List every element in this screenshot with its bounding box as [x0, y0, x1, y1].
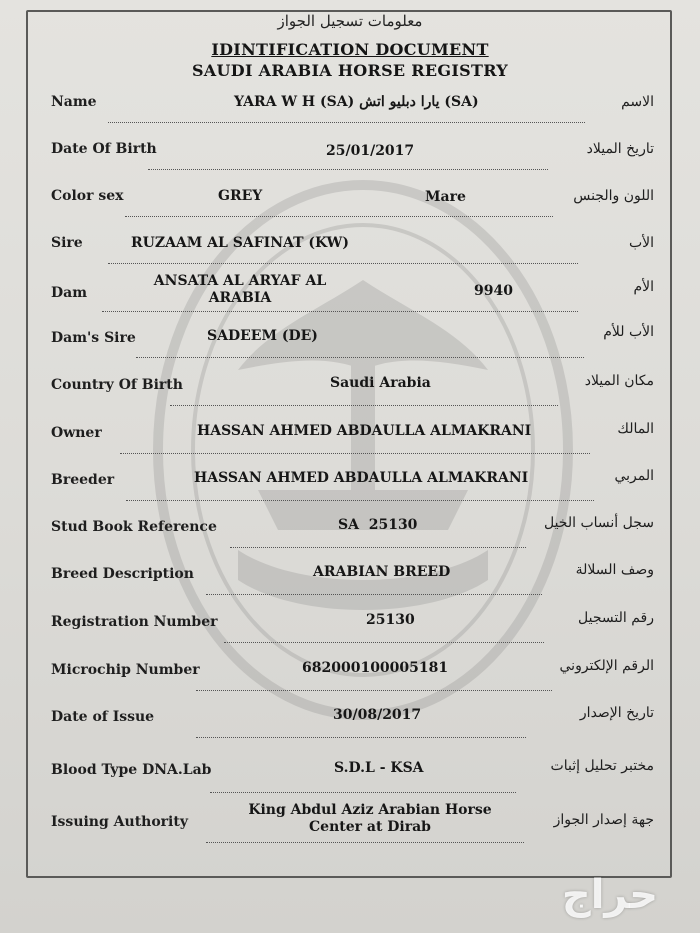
dotted-line [230, 547, 526, 548]
label-dna-lab: Blood Type DNA.Lab [51, 762, 212, 778]
label-breeder: Breeder [51, 472, 115, 488]
dotted-line [206, 842, 524, 843]
label-stud-book-ar: سجل أنساب الخيل [543, 515, 654, 531]
label-sire-ar: الأب [628, 235, 654, 251]
dotted-line [148, 169, 548, 170]
label-dob: Date Of Birth [51, 141, 157, 157]
label-country: Country Of Birth [51, 377, 183, 393]
value-dam: ANSATA AL ARYAF AL ARABIA [153, 273, 327, 306]
value-authority: King Abdul Aziz Arabian Horse Center at Dirab [248, 802, 492, 835]
dotted-line [170, 405, 558, 406]
label-color-sex: Color sex [51, 188, 124, 204]
label-name-ar: الاسم [621, 94, 654, 110]
label-authority-ar: جهة إصدار الجواز [553, 812, 654, 828]
value-name: YARA W H (SA) يارا دبليو اتش (SA) [234, 94, 479, 110]
value-issue-date: 30/08/2017 [333, 707, 422, 723]
value-breeder: HASSAN AHMED ABDAULLA ALMAKRANI [194, 470, 529, 486]
label-sire: Sire [51, 235, 83, 251]
label-color-sex-ar: اللون والجنس [573, 188, 654, 204]
dotted-line [120, 453, 590, 454]
label-registration-ar: رقم التسجيل [578, 610, 654, 626]
label-dams-sire: Dam's Sire [51, 330, 136, 346]
label-stud-book: Stud Book Reference [51, 519, 217, 535]
value-owner: HASSAN AHMED ABDAULLA ALMAKRANI [197, 423, 532, 439]
dotted-line [224, 642, 544, 643]
value-stud-book: SA 25130 [338, 517, 418, 533]
dotted-line [126, 500, 594, 501]
label-owner: Owner [51, 425, 102, 441]
value-country: Saudi Arabia [330, 375, 431, 391]
label-owner-ar: المالك [617, 421, 654, 437]
value-microchip: 682000100005181 [302, 660, 449, 676]
dotted-line [210, 792, 516, 793]
haraj-watermark-logo: حراج [561, 872, 659, 918]
value-registration: 25130 [366, 612, 415, 628]
arabic-title: معلومات تسجيل الجواز [277, 12, 423, 30]
value-sire: RUZAAM AL SAFINAT (KW) [131, 235, 350, 251]
label-issue-date: Date of Issue [51, 709, 155, 725]
label-authority: Issuing Authority [51, 814, 188, 830]
label-breed: Breed Description [51, 566, 194, 582]
label-registration: Registration Number [51, 614, 218, 630]
label-breed-ar: وصف السلالة [575, 562, 654, 578]
registry-title: SAUDI ARABIA HORSE REGISTRY [191, 61, 509, 80]
dotted-line [136, 357, 584, 358]
label-microchip-ar: الرقم الإلكتروني [559, 658, 654, 674]
label-country-ar: مكان الميلاد [584, 373, 654, 389]
dotted-line [102, 311, 578, 312]
value-color: GREY [218, 188, 263, 204]
label-issue-date-ar: تاريخ الإصدار [579, 705, 654, 721]
dotted-line [108, 122, 585, 123]
dotted-line [125, 216, 553, 217]
label-dams-sire-ar: الأب للأم [603, 324, 654, 340]
label-dam: Dam [51, 285, 88, 301]
dotted-line [206, 594, 542, 595]
label-microchip: Microchip Number [51, 662, 200, 678]
value-dam-number: 9940 [474, 283, 513, 299]
label-name: Name [51, 94, 97, 110]
label-dna-lab-ar: مختبر تحليل إثبات [550, 758, 654, 774]
value-dob: 25/01/2017 [326, 143, 415, 159]
value-dams-sire: SADEEM (DE) [207, 328, 318, 344]
dotted-line [196, 690, 552, 691]
value-sex: Mare [425, 189, 466, 205]
value-dna-lab: S.D.L - KSA [334, 760, 424, 776]
document-title: IDINTIFICATION DOCUMENT [211, 40, 489, 59]
label-dob-ar: تاريخ الميلاد [586, 141, 654, 157]
dotted-line [108, 263, 578, 264]
value-breed: ARABIAN BREED [313, 564, 451, 580]
label-breeder-ar: المربي [614, 468, 654, 484]
label-dam-ar: الأم [633, 279, 654, 295]
dotted-line [196, 737, 526, 738]
